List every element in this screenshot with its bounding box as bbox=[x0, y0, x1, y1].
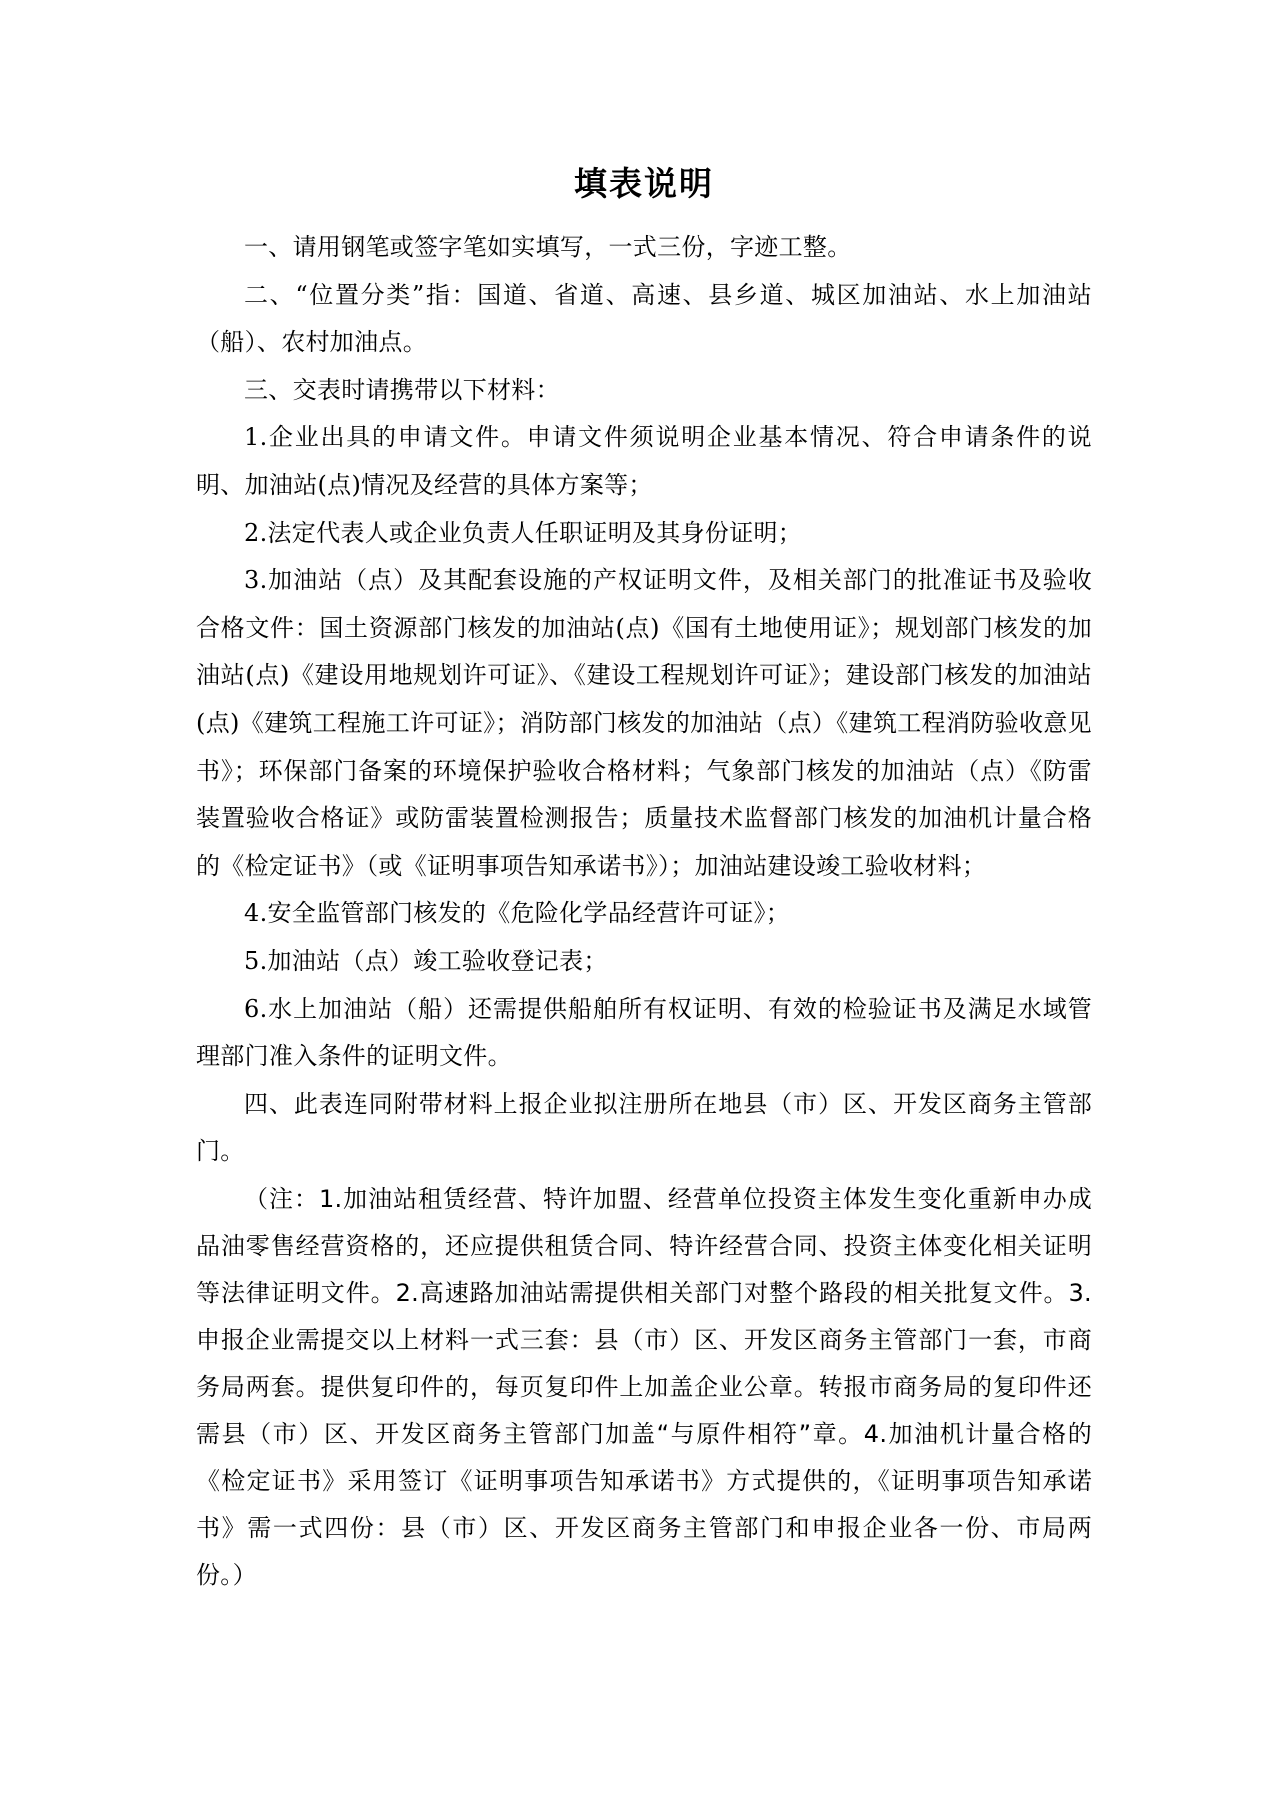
material-item-6: 6.水上加油站（船）还需提供船舶所有权证明、有效的检验证书及满足水域管理部门准入条件的证明文件。 bbox=[196, 994, 1092, 1071]
material-item-1: 1.企业出具的申请文件。申请文件须说明企业基本情况、符合申请条件的说明、加油站(点)情况及经营的具体方案等； bbox=[196, 423, 1092, 499]
paragraph-item-4: 四、此表连同附带材料上报企业拟注册所在地县（市）区、开发区商务主管部门。 bbox=[196, 1089, 1092, 1166]
material-item-4: 4.安全监管部门核发的《危险化学品经营许可证》； bbox=[244, 899, 791, 928]
page-title: 填表说明 bbox=[574, 164, 714, 203]
paragraph-item-3: 三、交表时请携带以下材料： bbox=[244, 375, 560, 404]
note-paragraph: （注：1.加油站租赁经营、特许加盟、经营单位投资主体发生变化重新申办成品油零售经营资格的，还应提供租赁合同、特许经营合同、投资主体变化相关证明等法律证明文件。2.高速路加油站需提供相关部门对整个路段的相关批复文件。3.申报企业需提交以上材料一式三套：县（市）区、开发区商务主管部门一套，市商务局两套。提供复印件的，每页复印件上加盖企业公章。转报市商务局的复印件还需县（市）区、开发区商务主管部门加盖“与原件相符”章。4.加油机计量合格的《检定证书》采用签订《证明事项告知承诺书》方式提供的，《证明事项告知承诺书》需一式四份：县（市）区、开发区商务主管部门和申报企业各一份、市局两份。） bbox=[196, 1184, 1092, 1589]
document-body bbox=[196, 160, 1092, 1599]
paragraph-item-2: 二、“位置分类”指：国道、省道、高速、县乡道、城区加油站、水上加油站（船）、农村加油点。 bbox=[196, 280, 1092, 357]
paragraph-item-1: 一、请用钢笔或签字笔如实填写，一式三份，字迹工整。 bbox=[244, 233, 852, 261]
material-item-5: 5.加油站（点）竣工验收登记表； bbox=[244, 946, 608, 975]
material-item-2: 2.法定代表人或企业负责人任职证明及其身份证明； bbox=[244, 518, 803, 547]
material-item-3: 3.加油站（点）及其配套设施的产权证明文件，及相关部门的批准证书及验收合格文件：国土资源部门核发的加油站(点)《国有土地使用证》；规划部门核发的加油站(点)《建设用地规划许可证》、《建设工程规划许可证》；建设部门核发的加油站(点)《建筑工程施工许可证》；消防部门核发的加油站（点）《建筑工程消防验收意见书》；环保部门备案的环境保护验收合格材料；气象部门核发的加油站（点）《防雷装置验收合格证》或防雷装置检测报告；质量技术监督部门核发的加油机计量合格的《检定证书》（或《证明事项告知承诺书》）；加油站建设竣工验收材料； bbox=[196, 566, 1092, 880]
